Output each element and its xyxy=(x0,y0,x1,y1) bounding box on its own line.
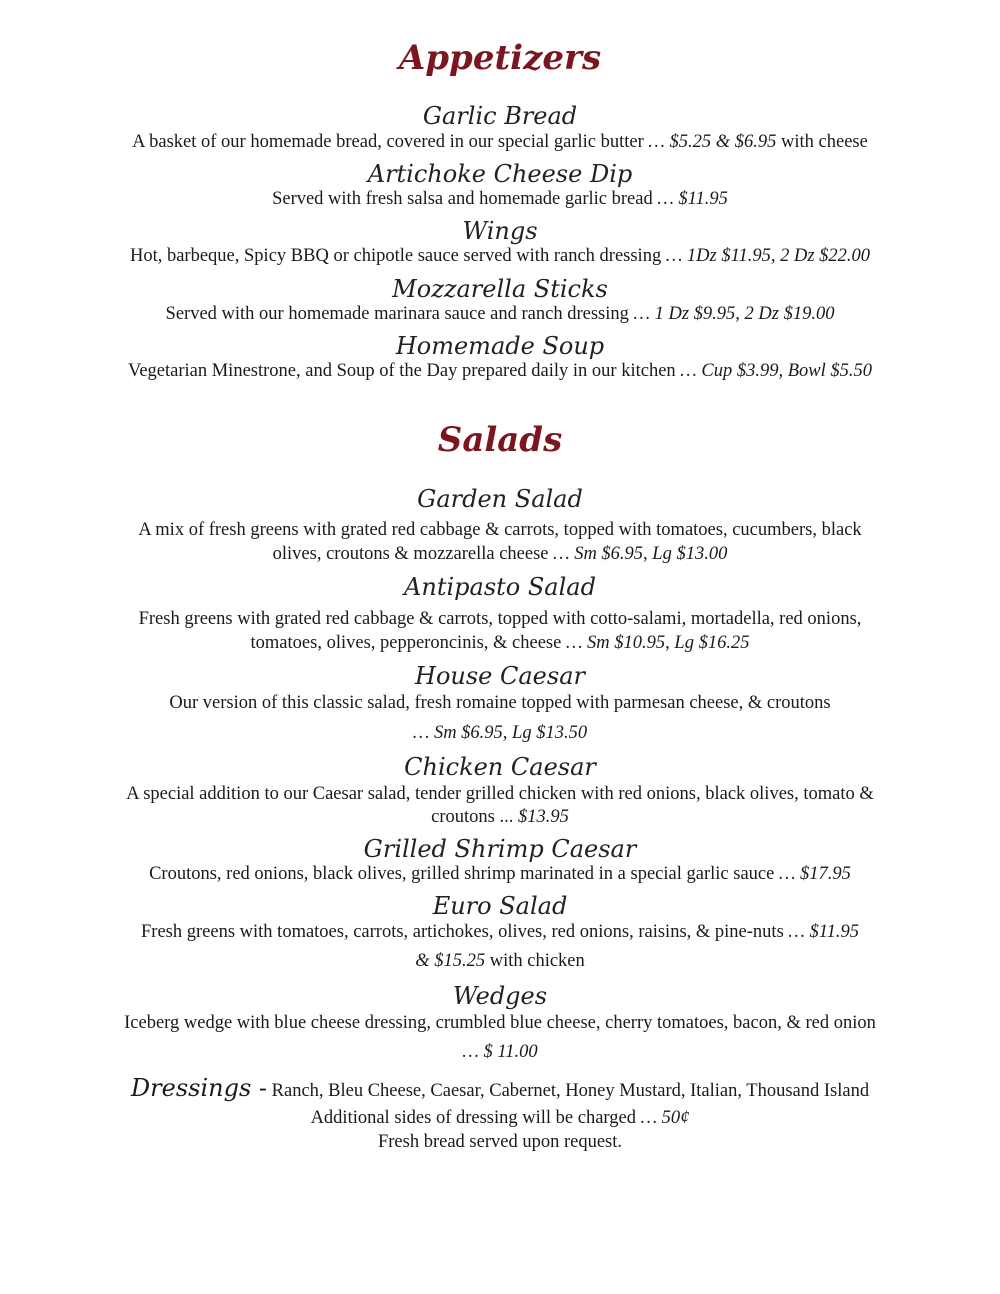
price: … 1 Dz $9.95, 2 Dz $19.00 xyxy=(633,304,835,324)
price: … $5.25 & $6.95 xyxy=(648,132,777,152)
item-desc-euro-salad xyxy=(60,921,940,944)
price: $13.95 xyxy=(517,807,569,827)
item-name-artichoke-dip: Artichoke Cheese Dip xyxy=(367,160,633,188)
price-wedges: … $ 11.00 xyxy=(462,1042,538,1062)
price: … $17.95 xyxy=(778,864,851,884)
item-desc-house-caesar: Our version of this classic salad, fresh romaine topped with parmesan cheese, & croutons xyxy=(169,693,831,713)
item-desc-homemade-soup xyxy=(60,360,940,383)
item-desc-grilled-shrimp-caesar xyxy=(60,863,940,886)
item-desc-chicken-caesar-line1: A special addition to our Caesar salad, tender grilled chicken with red onions, black olives, tomato & xyxy=(126,784,874,804)
item-name-homemade-soup: Homemade Soup xyxy=(395,332,605,360)
item-desc-mozzarella-sticks xyxy=(60,303,940,326)
extra-text: Additional sides of dressing will be charged xyxy=(310,1108,641,1128)
item-name-chicken-caesar: Chicken Caesar xyxy=(404,753,596,781)
item-name-grilled-shrimp-caesar: Grilled Shrimp Caesar xyxy=(363,835,637,863)
desc-text: Croutons, red onions, black olives, grilled shrimp marinated in a special garlic sauce xyxy=(149,864,775,884)
price: … 1Dz $11.95, 2 Dz $22.00 xyxy=(665,246,871,266)
desc-text: Hot, barbeque, Spicy BBQ or chipotle sauce served with ranch dressing xyxy=(129,246,662,266)
desc-text: Vegetarian Minestrone, and Soup of the Day prepared daily in our kitchen xyxy=(128,361,676,381)
item-desc-wedges: Iceberg wedge with blue cheese dressing, crumbled blue cheese, cherry tomatoes, bacon, & red onion xyxy=(124,1013,876,1033)
dressings-list: Ranch, Bleu Cheese, Caesar, Cabernet, Honey Mustard, Italian, Thousand Island xyxy=(267,1081,870,1101)
item-name-garlic-bread: Garlic Bread xyxy=(422,102,578,130)
desc-text: A basket of our homemade bread, covered in our special garlic butter xyxy=(132,132,644,152)
price: … $11.95 xyxy=(788,922,859,942)
price-house-caesar: … Sm $6.95, Lg $13.50 xyxy=(412,723,588,743)
price: … Sm $6.95, Lg $13.00 xyxy=(553,544,728,564)
price: … Sm $10.95, Lg $16.25 xyxy=(565,633,750,653)
desc-text: Served with our homemade marinara sauce and ranch dressing xyxy=(165,304,629,324)
item-desc-garden-salad-line1: A mix of fresh greens with grated red cabbage & carrots, topped with tomatoes, cucumbers, black xyxy=(138,520,862,540)
item-desc-garden-salad-line2 xyxy=(60,543,940,566)
dressing-extra-charge xyxy=(60,1107,940,1130)
item-desc-chicken-caesar-line2 xyxy=(60,806,940,829)
desc-text: croutons ... xyxy=(431,807,514,827)
item-desc-wings xyxy=(60,245,940,268)
desc-text: Fresh greens with tomatoes, carrots, artichokes, olives, red onions, raisins, & pine-nuts xyxy=(141,922,784,942)
price: … $11.95 xyxy=(657,189,728,209)
item-desc-garlic-bread xyxy=(60,131,940,154)
item-name-antipasto-salad: Antipasto Salad xyxy=(404,573,596,601)
price: … Cup $3.99, Bowl $5.50 xyxy=(680,361,872,381)
item-name-garden-salad: Garden Salad xyxy=(417,485,583,513)
desc-text: tomatoes, olives, pepperoncinis, & cheese xyxy=(250,633,562,653)
desc-text: Served with fresh salsa and homemade garlic bread xyxy=(272,189,653,209)
item-name-wings: Wings xyxy=(462,217,538,245)
price-suffix: with cheese xyxy=(776,132,868,152)
bread-note: Fresh bread served upon request. xyxy=(377,1132,623,1152)
appetizers-heading: Appetizers xyxy=(398,38,602,78)
item-desc-antipasto-line2 xyxy=(60,632,940,655)
item-name-wedges: Wedges xyxy=(452,982,548,1010)
item-name-house-caesar: House Caesar xyxy=(415,662,585,690)
desc-text: olives, croutons & mozzarella cheese xyxy=(272,544,549,564)
dressings-label: Dressings - xyxy=(130,1074,268,1102)
salads-heading: Salads xyxy=(437,420,563,460)
extra-price: … 50¢ xyxy=(640,1108,690,1128)
price: & $15.25 xyxy=(415,951,486,971)
price-suffix: with chicken xyxy=(485,951,585,971)
item-price-euro-salad-chicken xyxy=(60,950,940,973)
dressings-line xyxy=(60,1073,940,1106)
item-desc-artichoke-dip xyxy=(60,188,940,211)
item-name-euro-salad: Euro Salad xyxy=(432,892,568,920)
item-desc-antipasto-line1: Fresh greens with grated red cabbage & carrots, topped with cotto-salami, mortadella, red onions, xyxy=(138,609,862,629)
item-name-mozzarella-sticks: Mozzarella Sticks xyxy=(392,275,608,303)
